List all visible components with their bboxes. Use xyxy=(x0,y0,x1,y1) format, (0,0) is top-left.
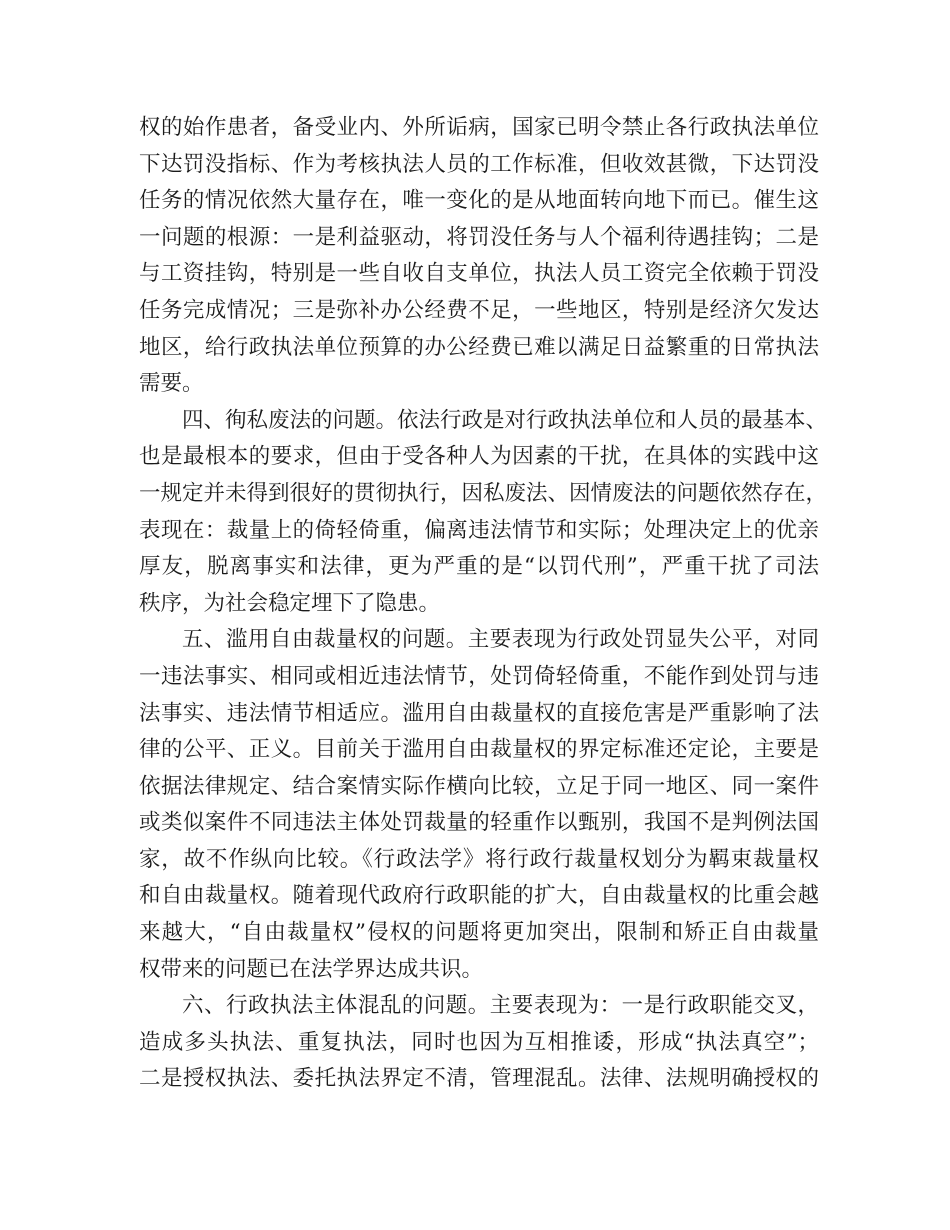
text-line: 一违法事实、相同或相近违法情节，处罚倚轻倚重，不能作到处罚与违 xyxy=(139,663,819,689)
paragraph-four xyxy=(139,403,828,623)
text-line: 律的公平、正义。目前关于滥用自由裁量权的界定标准还定论，主要是 xyxy=(139,737,819,763)
text-line: 或类似案件不同违法主体处罚裁量的轻重作以甄别，我国不是判例法国 xyxy=(139,810,819,836)
text-line: 一规定并未得到很好的贯彻执行，因私废法、因情废法的问题依然存在， xyxy=(139,480,828,506)
text-line: 需要。 xyxy=(139,371,204,397)
text-line: 二是授权执法、委托执法界定不清，管理混乱。法律、法规明确授权的 xyxy=(139,1066,819,1092)
text-line: 任务完成情况；三是弥补办公经费不足，一些地区，特别是经济欠发达 xyxy=(139,297,819,323)
text-line: 任务的情况依然大量存在，唯一变化的是从地面转向地下而已。催生这 xyxy=(139,188,819,214)
text-line: 与工资挂钩，特别是一些自收自支单位，执法人员工资完全依赖于罚没 xyxy=(139,261,819,287)
text-line: 造成多头执法、重复执法，同时也因为互相推诿，形成“执法真空”； xyxy=(139,1029,819,1055)
text-line: 法事实、违法情节相适应。滥用自由裁量权的直接危害是严重影响了法 xyxy=(139,700,819,726)
text-line: 厚友，脱离事实和法律，更为严重的是“以罚代刑”，严重干扰了司法 xyxy=(139,554,819,580)
text-line: 下达罚没指标、作为考核执法人员的工作标准，但收效甚微，下达罚没 xyxy=(139,151,819,177)
text-line: 六、行政执法主体混乱的问题。主要表现为：一是行政职能交叉， xyxy=(182,993,819,1019)
document-body xyxy=(139,110,828,1098)
text-line: 来越大，“自由裁量权”侵权的问题将更加突出，限制和矫正自由裁量 xyxy=(139,920,819,946)
text-line: 表现在：裁量上的倚轻倚重，偏离违法情节和实际；处理决定上的优亲 xyxy=(139,517,819,543)
text-line: 依据法律规定、结合案情实际作横向比较，立足于同一地区、同一案件 xyxy=(139,773,819,799)
paragraph-five xyxy=(139,622,819,988)
text-line: 五、滥用自由裁量权的问题。主要表现为行政处罚显失公平，对同 xyxy=(182,627,819,653)
text-line: 四、徇私废法的问题。依法行政是对行政执法单位和人员的最基本、 xyxy=(182,407,828,433)
text-line: 一问题的根源：一是利益驱动，将罚没任务与人个福利待遇挂钩；二是 xyxy=(139,224,819,250)
text-line: 地区，给行政执法单位预算的办公经费已难以满足日益繁重的日常执法 xyxy=(139,334,819,360)
paragraph-continuation xyxy=(139,110,819,403)
text-line: 秩序，为社会稳定埋下了隐患。 xyxy=(139,590,441,616)
text-line: 权带来的问题已在法学界达成共识。 xyxy=(139,956,484,982)
text-line: 和自由裁量权。随着现代政府行政职能的扩大，自由裁量权的比重会越 xyxy=(139,883,819,909)
text-line: 也是最根本的要求，但由于受各种人为因素的干扰，在具体的实践中这 xyxy=(139,444,819,470)
paragraph-six xyxy=(139,988,819,1098)
text-line: 家，故不作纵向比较。《行政法学》将行政行裁量权划分为羁束裁量权 xyxy=(139,846,819,872)
text-line: 权的始作患者，备受业内、外所诟病，国家已明令禁止各行政执法单位 xyxy=(139,115,819,140)
